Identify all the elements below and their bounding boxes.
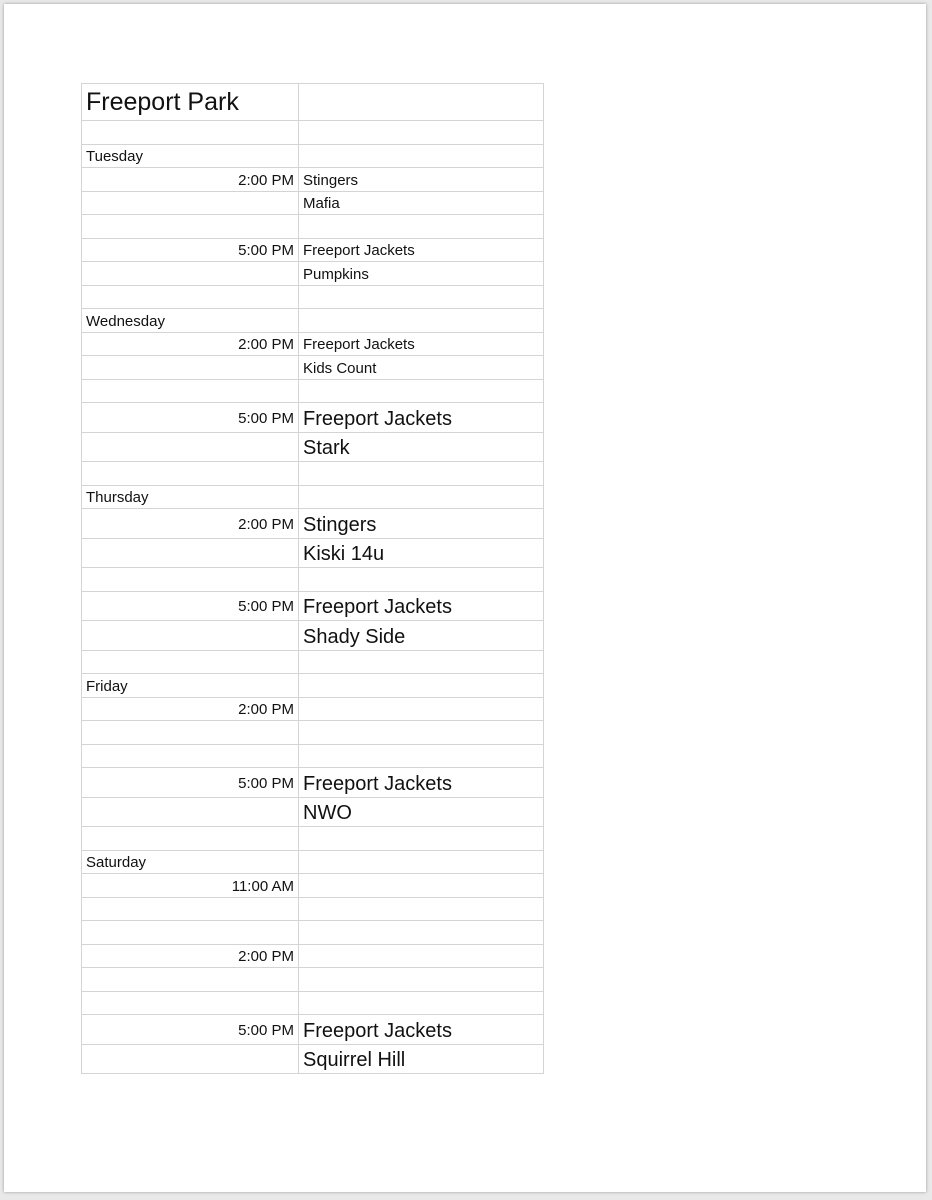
table-row — [82, 121, 544, 145]
empty-cell — [82, 921, 299, 945]
table-row — [82, 621, 544, 651]
empty-cell — [299, 944, 544, 968]
empty-cell — [82, 568, 299, 592]
time-cell: 2:00 PM — [82, 697, 299, 721]
empty-cell — [82, 356, 299, 380]
team-cell: Freeport Jackets — [299, 1015, 544, 1045]
empty-cell — [299, 991, 544, 1015]
time-cell: 5:00 PM — [82, 1015, 299, 1045]
empty-cell — [299, 697, 544, 721]
time-cell: 2:00 PM — [82, 509, 299, 539]
empty-cell — [82, 538, 299, 568]
team-cell: Kids Count — [299, 356, 544, 380]
team-cell: Freeport Jackets — [299, 403, 544, 433]
empty-cell — [299, 379, 544, 403]
table-row — [82, 874, 544, 898]
time-cell: 2:00 PM — [82, 332, 299, 356]
team-cell: NWO — [299, 797, 544, 827]
team-cell: Mafia — [299, 191, 544, 215]
day-label: Thursday — [82, 485, 299, 509]
empty-cell — [299, 850, 544, 874]
table-row — [82, 744, 544, 768]
sheet-title: Freeport Park — [82, 84, 299, 121]
team-cell: Pumpkins — [299, 262, 544, 286]
empty-cell — [82, 650, 299, 674]
table-row — [82, 332, 544, 356]
empty-cell — [299, 568, 544, 592]
day-row — [82, 485, 544, 509]
table-row — [82, 897, 544, 921]
team-cell: Stark — [299, 432, 544, 462]
table-row — [82, 991, 544, 1015]
empty-cell — [299, 144, 544, 168]
team-cell: Freeport Jackets — [299, 332, 544, 356]
document-page — [4, 4, 926, 1192]
empty-cell — [82, 462, 299, 486]
table-row — [82, 944, 544, 968]
day-label: Tuesday — [82, 144, 299, 168]
empty-cell — [299, 897, 544, 921]
day-label: Saturday — [82, 850, 299, 874]
empty-cell — [82, 432, 299, 462]
empty-cell — [299, 309, 544, 333]
empty-cell — [299, 827, 544, 851]
table-row — [82, 697, 544, 721]
table-row — [82, 356, 544, 380]
table-row — [82, 721, 544, 745]
time-cell: 5:00 PM — [82, 768, 299, 798]
table-row — [82, 1044, 544, 1074]
time-cell: 5:00 PM — [82, 591, 299, 621]
table-row — [82, 968, 544, 992]
table-row — [82, 650, 544, 674]
empty-cell — [82, 121, 299, 145]
table-row — [82, 768, 544, 798]
empty-cell — [82, 991, 299, 1015]
table-row — [82, 379, 544, 403]
team-cell: Stingers — [299, 168, 544, 192]
table-row — [82, 568, 544, 592]
empty-cell — [299, 215, 544, 239]
empty-cell — [82, 744, 299, 768]
empty-cell — [82, 215, 299, 239]
team-cell: Freeport Jackets — [299, 591, 544, 621]
table-row — [82, 191, 544, 215]
team-cell: Stingers — [299, 509, 544, 539]
empty-cell — [299, 968, 544, 992]
empty-cell — [299, 485, 544, 509]
empty-cell — [82, 621, 299, 651]
empty-cell — [82, 827, 299, 851]
table-row — [82, 432, 544, 462]
table-row — [82, 591, 544, 621]
empty-cell — [82, 191, 299, 215]
day-label: Friday — [82, 674, 299, 698]
empty-cell — [82, 262, 299, 286]
team-cell: Shady Side — [299, 621, 544, 651]
empty-cell — [82, 721, 299, 745]
schedule-table — [81, 83, 544, 1074]
table-row — [82, 403, 544, 433]
empty-cell — [82, 285, 299, 309]
team-cell: Freeport Jackets — [299, 768, 544, 798]
table-row — [82, 797, 544, 827]
table-row — [82, 1015, 544, 1045]
time-cell: 2:00 PM — [82, 168, 299, 192]
table-row — [82, 509, 544, 539]
empty-cell — [82, 797, 299, 827]
empty-cell — [299, 285, 544, 309]
team-cell: Freeport Jackets — [299, 238, 544, 262]
team-cell: Kiski 14u — [299, 538, 544, 568]
table-row — [82, 238, 544, 262]
time-cell: 5:00 PM — [82, 238, 299, 262]
empty-cell — [299, 921, 544, 945]
table-row — [82, 262, 544, 286]
empty-cell — [82, 897, 299, 921]
day-row — [82, 309, 544, 333]
empty-cell — [299, 874, 544, 898]
empty-cell — [299, 744, 544, 768]
empty-cell — [299, 721, 544, 745]
empty-cell — [299, 462, 544, 486]
empty-cell — [299, 674, 544, 698]
table-row — [82, 215, 544, 239]
table-row — [82, 168, 544, 192]
table-row — [82, 285, 544, 309]
empty-cell — [82, 1044, 299, 1074]
table-row — [82, 827, 544, 851]
day-label: Wednesday — [82, 309, 299, 333]
team-cell: Squirrel Hill — [299, 1044, 544, 1074]
day-row — [82, 674, 544, 698]
table-row — [82, 538, 544, 568]
time-cell: 5:00 PM — [82, 403, 299, 433]
table-row — [82, 462, 544, 486]
time-cell: 11:00 AM — [82, 874, 299, 898]
empty-cell — [299, 121, 544, 145]
title-row — [82, 84, 544, 121]
empty-cell — [82, 379, 299, 403]
time-cell: 2:00 PM — [82, 944, 299, 968]
table-row — [82, 921, 544, 945]
day-row — [82, 144, 544, 168]
empty-cell — [299, 84, 544, 121]
empty-cell — [82, 968, 299, 992]
day-row — [82, 850, 544, 874]
empty-cell — [299, 650, 544, 674]
